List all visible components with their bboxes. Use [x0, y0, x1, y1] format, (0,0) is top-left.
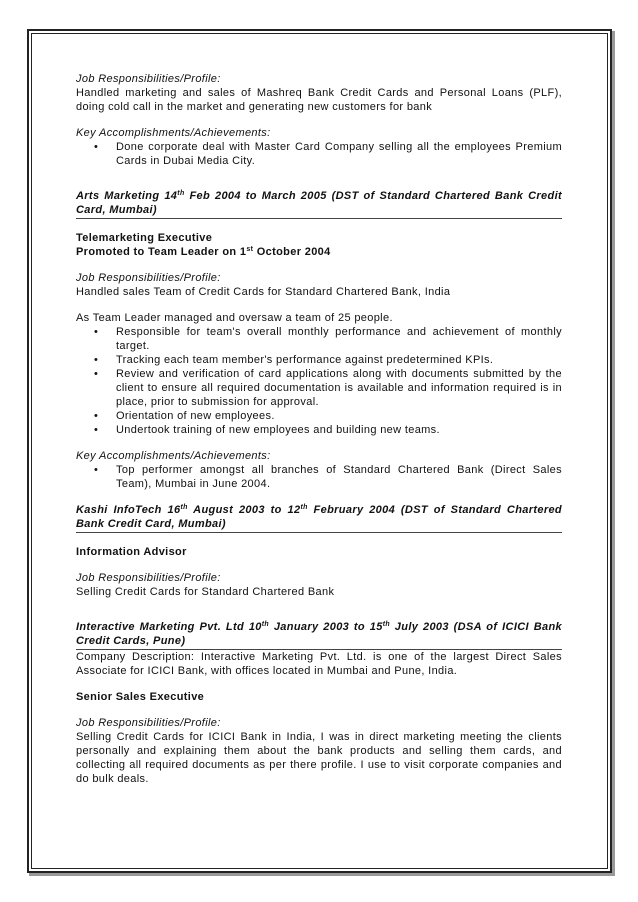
list-item: • Responsible for team's overall monthly performance and achievement of monthly target. — [116, 325, 562, 353]
job-responsibilities-text: Selling Credit Cards for Standard Chartered Bank — [76, 586, 335, 598]
page-shadow-right — [612, 31, 615, 875]
achievements-list — [76, 140, 562, 168]
job-title: Telemarketing Executive — [76, 232, 213, 244]
promotion-line: Promoted to Team Leader on 1st October 2004 — [76, 246, 331, 258]
achievements-list — [76, 463, 562, 491]
job-heading-kashi-infotech: Kashi InfoTech 16th August 2003 to 12th February 2004 (DST of Standard Chartered Bank Credit Card, Mumbai) — [76, 503, 562, 533]
resume-content — [76, 72, 562, 786]
job-responsibilities-text: Selling Credit Cards for ICICI Bank in India, I was in direct marketing meeting the clients personally and explaining them about the bank products and selling them cards, and collecting all required documents as per there profile. I use to visit corporate companies and do bulk deals. — [76, 731, 562, 785]
job-responsibilities-label: Job Responsibilities/Profile: — [76, 717, 221, 729]
job-responsibilities-label: Job Responsibilities/Profile: — [76, 272, 221, 284]
job-heading-interactive-marketing: Interactive Marketing Pvt. Ltd 10th January 2003 to 15th July 2003 (DSA of ICICI Bank Credit Cards, Pune) — [76, 620, 562, 650]
job-responsibilities-text: Handled marketing and sales of Mashreq Bank Credit Cards and Personal Loans (PLF), doing cold call in the market and generating new customers for bank — [76, 87, 562, 113]
achievements-label: Key Accomplishments/Achievements: — [76, 450, 271, 462]
achievements-label: Key Accomplishments/Achievements: — [76, 127, 271, 139]
list-item: • Review and verification of card applications along with documents submitted by the client to ensure all required documentation is available and information required is in place, prior to submission for approval. — [116, 367, 562, 409]
job-responsibilities-text: Handled sales Team of Credit Cards for Standard Chartered Bank, India — [76, 286, 451, 298]
job-responsibilities-label: Job Responsibilities/Profile: — [76, 572, 221, 584]
list-item: • Tracking each team member's performance against predetermined KPIs. — [116, 353, 562, 367]
list-item: • Done corporate deal with Master Card Company selling all the employees Premium Cards in Dubai Media City. — [116, 140, 562, 168]
job-responsibilities-label: Job Responsibilities/Profile: — [76, 73, 221, 85]
list-item: • Orientation of new employees. — [116, 409, 562, 423]
list-item: • Undertook training of new employees and building new teams. — [116, 423, 562, 437]
page-shadow-bottom — [29, 873, 615, 876]
list-item: • Top performer amongst all branches of Standard Chartered Bank (Direct Sales Team), Mumbai in June 2004. — [116, 463, 562, 491]
job-title: Senior Sales Executive — [76, 691, 205, 703]
team-intro: As Team Leader managed and oversaw a team of 25 people. — [76, 312, 393, 324]
company-description: Company Description: Interactive Marketing Pvt. Ltd. is one of the largest Direct Sales Associate for ICICI Bank, with offices located in Mumbai and Pune, India. — [76, 651, 562, 677]
job-title: Information Advisor — [76, 546, 187, 558]
team-duties-list — [76, 325, 562, 437]
job-heading-arts-marketing: Arts Marketing 14th Feb 2004 to March 2005 (DST of Standard Chartered Bank Credit Card, Mumbai) — [76, 189, 562, 219]
